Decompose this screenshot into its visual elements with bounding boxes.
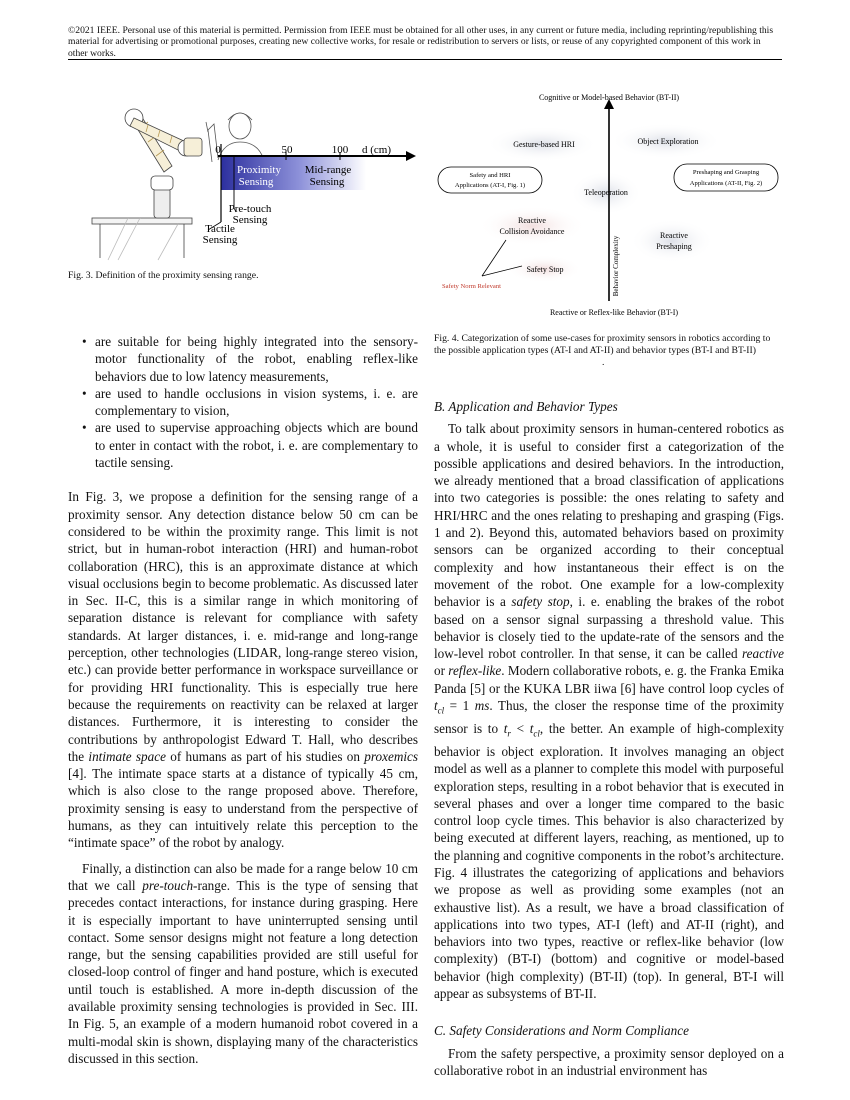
text-run-italic: proxemics <box>364 748 418 764</box>
fig4-caption-dot: . <box>602 357 605 368</box>
math-unit: ms <box>474 698 490 714</box>
text-run: . Modern collaborative robots, e. g. the Franka Emika Panda [5] or the KUKA LBR iiwa [6] have control loop cycles of <box>434 663 784 696</box>
text-run-italic: reflex-like <box>448 663 502 679</box>
preshaping-grasping-label: Preshaping and Grasping <box>692 169 760 176</box>
sensing-range-paragraph <box>68 488 418 851</box>
text-run-italic: intimate space <box>88 748 166 764</box>
header-rule <box>68 59 782 60</box>
reactive-collision-avoidance-label-2: Collision Avoidance <box>499 227 565 236</box>
proximity-sensing-label: Proximity <box>236 164 282 176</box>
section-heading-b: B. Application and Behavior Types <box>434 399 618 414</box>
list-item: • are suitable for being highly integrated into the sensory-motor functionality of the robot, enabling reflex-like behaviors due to low latency measurements, <box>95 333 418 385</box>
application-behavior-paragraph <box>434 420 784 1002</box>
reactive-behavior-axis-label: Reactive or Reflex-like Behavior (BT-I) <box>549 308 679 317</box>
proximity-sensing-label-2: Sensing <box>238 176 274 188</box>
text-run: . Thus, the closer the response time of the proximity sensor is to <box>434 698 784 736</box>
math-var: t <box>529 720 534 736</box>
fig4-caption-text: Fig. 4. Categorization of some use-cases for proximity sensors in robotics according to the possible application types (AT-I and AT-II) and behavior types (BT-I and BT-II) <box>434 333 771 356</box>
gesture-hri-label: Gesture-based HRI <box>513 140 575 149</box>
distance-axis-label: d (cm) <box>362 144 392 156</box>
tick-100-label: 100 <box>331 144 349 156</box>
math-sub: cl <box>437 705 445 716</box>
math-run: = 1 <box>444 698 475 714</box>
safety-stop-label: Safety Stop <box>526 265 564 274</box>
text-run: To talk about proximity sensors in human-centered robotics as a whole, it is useful to consider first a categorization of the possible applications and desired behaviors. In the introduction, we already mentioned that a broad classification of applications into two categories is possible: the ones relating to safety and HRI/HRC and the ones relating to preshaping and grasping (Figs. 1 and 2). Beyond this, automated behaviors based on proximity sensors can be organized according to their conceptual complexity and how instantaneous their effect is on the movement of the robot. One example for a low-complexity behavior is a <box>434 421 784 610</box>
cognitive-behavior-axis-label: Cognitive or Model-based Behavior (BT-II) <box>538 93 680 102</box>
text-run: of humans as part of his studies on <box>165 748 365 764</box>
left-column <box>68 333 418 1067</box>
list-item: • are used to handle occlusions in vision systems, i. e. are complementary to vision, <box>95 385 418 420</box>
fig3-caption: Fig. 3. Definition of the proximity sensing range. <box>68 270 259 281</box>
text-run: , i. e. enabling the brakes of the robot based on a sensor signal surpassing a threshold value. This behavior is closely tied to the update-rate of the sensors and the low-level robot controller. In that sense, it can be called <box>434 594 785 662</box>
axis-arrow <box>406 151 416 161</box>
math-sub: r <box>507 728 511 739</box>
text-run: or <box>434 663 449 679</box>
math-var: t <box>434 698 438 714</box>
preshaping-grasping-label-2: Applications (AT-II, Fig. 2) <box>689 180 763 187</box>
robot-arm-illustration <box>92 109 202 260</box>
object-exploration-label: Object Exploration <box>637 137 699 146</box>
fig4-caption <box>434 333 784 369</box>
text-run-italic: safety stop <box>511 594 570 610</box>
fig4-categorization-diagram <box>434 88 784 320</box>
pretouch-sensing-label-2: Sensing <box>232 214 268 226</box>
safety-norm-relevant-label: Safety Norm Relevant <box>442 283 501 290</box>
pretouch-sensing-label: Pre-touch <box>228 203 272 215</box>
midrange-sensing-label-2: Sensing <box>309 176 345 188</box>
text-run: In Fig. 3, we propose a definition for the sensing range of a proximity sensor. Any detection distance below 50 cm can be considered to be within the proximity range. This limit is not strict, but in human-robot interaction (HRI) and human-robot collaboration (HRC), this is an approximate distance at which visual occlusions begin to become problematic. As discussed later in Sec. II-C, this is a similar range in which monitoring of separation distance is relevant for compliance with safety standards. At larger distances, i. e. mid-range and long-range perception, other technologies (LIDAR, long-range stereo vision, etc.) can provide better performance in workspace surveillance or for providing HRI functionality. This is especially true here because the requirements on reactivity can be relaxed at larger distances. Furthermore, it is interesting to consider the contributions by anthropologist Edward T. Hall, who describes the <box>68 489 418 764</box>
text-run-italic: pre-touch <box>142 877 194 893</box>
text-run: -range. This is the type of sensing that precedes contact interactions, for instance during grasping. Here it is especially important to have uninterrupted sensing until contact. Some sensor designs might not feature a long detection range, but the sensing capabilities provided are still useful for closed-loop control of finger and hand posture, which is executed until touch is established. A more in-depth discussion of the available proximity sensing technologies is provided in Sec. III. In Fig. 5, an example of a modern humanoid robot covered in a multi-modal skin is shown, displaying many of the characteristics discussed in this section. <box>68 877 418 1066</box>
math-sub: cl <box>533 728 540 739</box>
list-item: • are used to supervise approaching objects which are bound to enter in contact with the robot, i. e. are complementary to tactile sensing. <box>95 419 418 471</box>
section-heading-c: C. Safety Considerations and Norm Compliance <box>434 1023 689 1039</box>
pretouch-paragraph <box>68 860 418 1068</box>
text-run: [4]. The intimate space starts at a distance of typically 45 cm, which is also close to the range proposed above. Therefore, proximity sensing is easy to understand from the perspective of humans, as they can intuitively relate this perception to the “intimate space” of the robot by analogy. <box>68 766 418 851</box>
text-run: , the better. An example of high-complexity behavior is object exploration. It involves managing an object model as well as a planner to complete this model with purposeful exploration steps, resulting in a robot behavior that is executed in several phases and over a longer time compared to the basic control loop cycle times. This behavior is also characterized by being executed at different layers, reaching, as mentioned, up to the planning and cognitive components in the robot’s architecture. Fig. 4 illustrates the categorizing of applications and behaviors we propose as well as providing some examples (not an exhaustive list). As a result, we have a broad classification of applications into two types, AT-I (left) and AT-II (right), and behaviors into two types, reactive or reflex-like behavior (low complexity) (BT-I) (bottom) and cognitive or model-based behavior (high complexity) (BT-II) (top). In general, BT-I will appear as subsystems of BT-II. <box>434 720 785 1002</box>
tactile-sensing-label: Tactile <box>205 223 235 235</box>
safety-hri-label-2: Applications (AT-I, Fig. 1) <box>454 182 526 189</box>
characteristics-list <box>68 333 418 471</box>
safety-hri-label: Safety and HRI <box>469 172 511 179</box>
tactile-sensing-label-2: Sensing <box>202 234 238 246</box>
text-run-italic: reactive <box>742 646 784 662</box>
midrange-sensing-label: Mid-range <box>304 164 352 176</box>
copyright-notice: ©2021 IEEE. Personal use of this material is permitted. Permission from IEEE must be obtained for all other uses, in any current or future media, including reprinting/republishing this material for advertising or promotional purposes, creating new collective works, for resale or redistribution to servers or lists, or reuse of any copyrighted component of this work in other works. <box>68 25 774 59</box>
behavior-complexity-label: Behavior Complexity <box>612 235 620 297</box>
fig3-proximity-range-figure <box>68 100 428 262</box>
math-var: t <box>503 720 508 736</box>
text-run: Finally, a distinction can also be made for a range below 10 cm that we call <box>68 860 418 893</box>
teleoperation-label: Teleoperation <box>584 188 628 197</box>
safety-hri-box <box>438 167 542 193</box>
reactive-collision-avoidance-label: Reactive <box>518 216 546 225</box>
reactive-preshaping-label-2: Preshaping <box>656 242 692 251</box>
tick-50-label: 50 <box>281 144 293 156</box>
reactive-preshaping-label: Reactive <box>660 231 688 240</box>
math-run: < <box>510 720 530 736</box>
right-column <box>434 398 784 1079</box>
safety-paragraph: From the safety perspective, a proximity sensor deployed on a collaborative robot in an industrial environment has <box>434 1045 784 1078</box>
tick-0-label: 0 <box>215 144 221 156</box>
